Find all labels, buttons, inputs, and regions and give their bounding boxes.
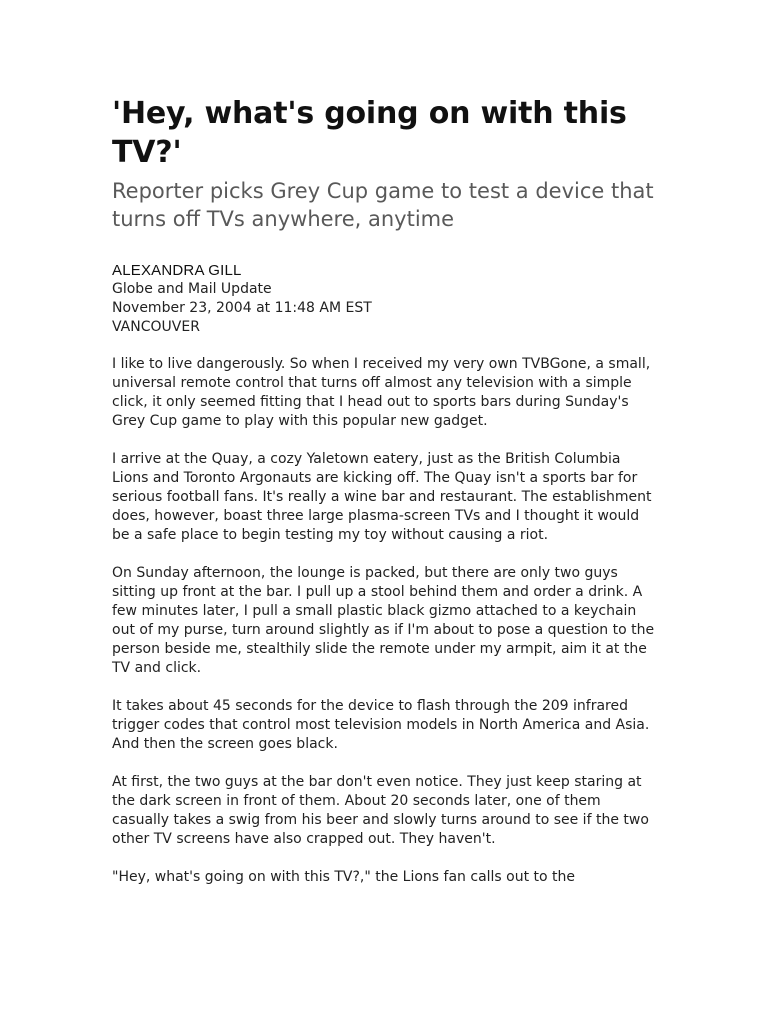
paragraph: "Hey, what's going on with this TV?," the Lions fan calls out to the bbox=[112, 869, 576, 885]
article-body bbox=[112, 355, 660, 887]
author-name: ALEXANDRA GILL bbox=[112, 262, 242, 279]
dateline: VANCOUVER bbox=[112, 319, 200, 335]
paragraph: On Sunday afternoon, the lounge is packed, but there are only two guys sitting up front at the bar. I pull up a stool behind them and order a drink. A few minutes later, I pull a small plastic black gizmo attached to a keychain out of my purse, turn around slightly as if I'm about to pose a question to the person beside me, stealthily slide the remote under my armpit, aim it at the TV and click. bbox=[112, 565, 655, 676]
byline bbox=[112, 261, 660, 337]
publish-date: November 23, 2004 at 11:48 AM EST bbox=[112, 300, 372, 316]
article-headline: 'Hey, what's going on with this TV?' bbox=[112, 96, 627, 170]
article bbox=[112, 94, 660, 906]
paragraph: At first, the two guys at the bar don't even notice. They just keep staring at the dark screen in front of them. About 20 seconds later, one of them casually takes a swig from his beer and slowly turns around to see if the two other TV screens have also crapped out. They haven't. bbox=[112, 774, 649, 847]
paragraph: I arrive at the Quay, a cozy Yaletown eatery, just as the British Columbia Lions and Toronto Argonauts are kicking off. The Quay isn't a sports bar for serious football fans. It's really a wine bar and restaurant. The establishment does, however, boast three large plasma-screen TVs and I thought it would be a safe place to begin testing my toy without causing a riot. bbox=[112, 451, 652, 543]
article-subheadline: Reporter picks Grey Cup game to test a device that turns off TVs anywhere, anytime bbox=[112, 179, 654, 231]
paragraph: It takes about 45 seconds for the device to flash through the 209 infrared trigger codes that control most television models in North America and Asia. And then the screen goes black. bbox=[112, 698, 650, 752]
publication-source: Globe and Mail Update bbox=[112, 281, 272, 297]
paragraph: I like to live dangerously. So when I received my very own TVBGone, a small, universal remote control that turns off almost any television with a simple click, it only seemed fitting that I head out to sports bars during Sunday's Grey Cup game to play with this popular new gadget. bbox=[112, 356, 651, 429]
